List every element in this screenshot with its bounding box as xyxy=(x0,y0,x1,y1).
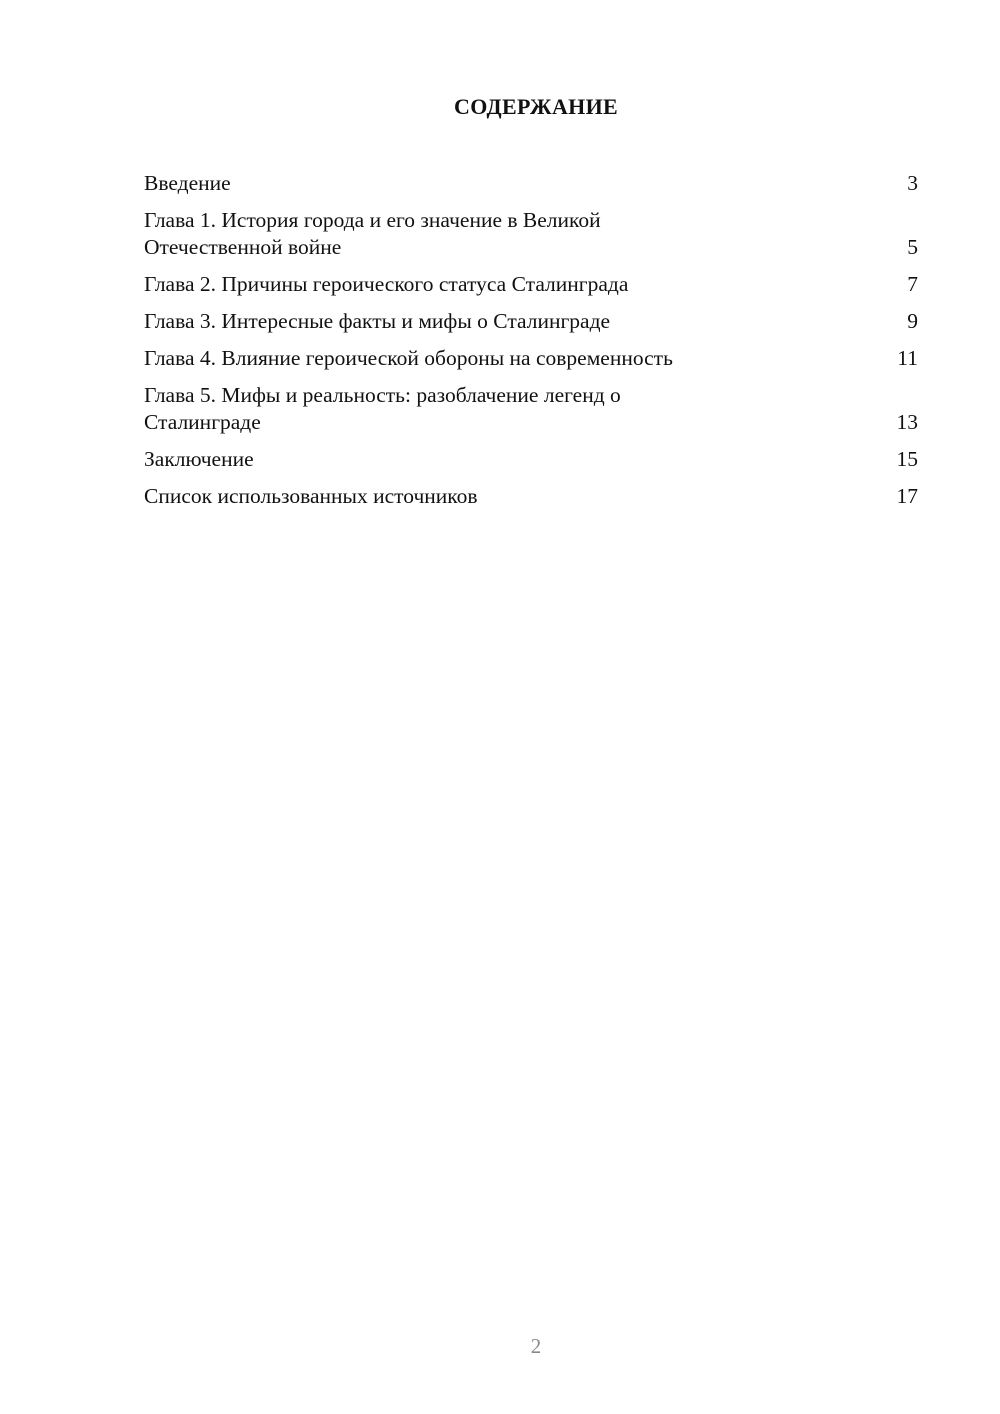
toc-entry-page-number: 3 xyxy=(907,171,918,195)
toc-entry-title-line: Глава 1. История города и его значение в Великой xyxy=(144,208,601,232)
toc-entry-title xyxy=(144,207,891,261)
toc-entry-page-number: 5 xyxy=(907,235,918,259)
toc-entry[interactable] xyxy=(144,170,918,197)
toc-entry[interactable] xyxy=(144,271,918,298)
toc-entry[interactable] xyxy=(144,207,918,261)
toc-entry-title-line: Глава 2. Причины героического статуса Сталинграда xyxy=(144,272,629,296)
toc-entry-title xyxy=(144,345,881,372)
table-of-contents xyxy=(144,170,918,520)
page-number: 2 xyxy=(530,1334,542,1358)
toc-entry-title-line: Введение xyxy=(144,171,231,195)
toc-entry-title-line: Список использованных источников xyxy=(144,484,478,508)
toc-entry-title-line: Глава 5. Мифы и реальность: разоблачение легенд о xyxy=(144,383,621,407)
toc-entry-title xyxy=(144,446,881,473)
toc-entry-title-line: Глава 4. Влияние героической обороны на современность xyxy=(144,346,673,370)
toc-entry-page-number: 7 xyxy=(907,272,918,296)
toc-entry[interactable] xyxy=(144,308,918,335)
toc-entry-page-number: 13 xyxy=(896,410,918,434)
toc-entry-title-line: Отечественной войне xyxy=(144,235,342,259)
toc-entry[interactable] xyxy=(144,382,918,436)
toc-entry-page-number: 15 xyxy=(896,447,918,471)
toc-entry-page-number: 9 xyxy=(907,309,918,333)
toc-entry-page-number: 17 xyxy=(896,484,918,508)
toc-entry-title-line: Глава 3. Интересные факты и мифы о Сталинграде xyxy=(144,309,611,333)
toc-entry[interactable] xyxy=(144,483,918,510)
toc-entry[interactable] xyxy=(144,446,918,473)
toc-entry-title xyxy=(144,271,891,298)
toc-entry-title xyxy=(144,170,891,197)
page-title: СОДЕРЖАНИЕ xyxy=(454,94,618,119)
toc-entry-title-line: Сталинграде xyxy=(144,410,261,434)
toc-entry[interactable] xyxy=(144,345,918,372)
toc-entry-page-number: 11 xyxy=(897,346,918,370)
toc-entry-title-line: Заключение xyxy=(144,447,254,471)
toc-entry-title xyxy=(144,382,881,436)
toc-entry-title xyxy=(144,483,881,510)
toc-entry-title xyxy=(144,308,891,335)
